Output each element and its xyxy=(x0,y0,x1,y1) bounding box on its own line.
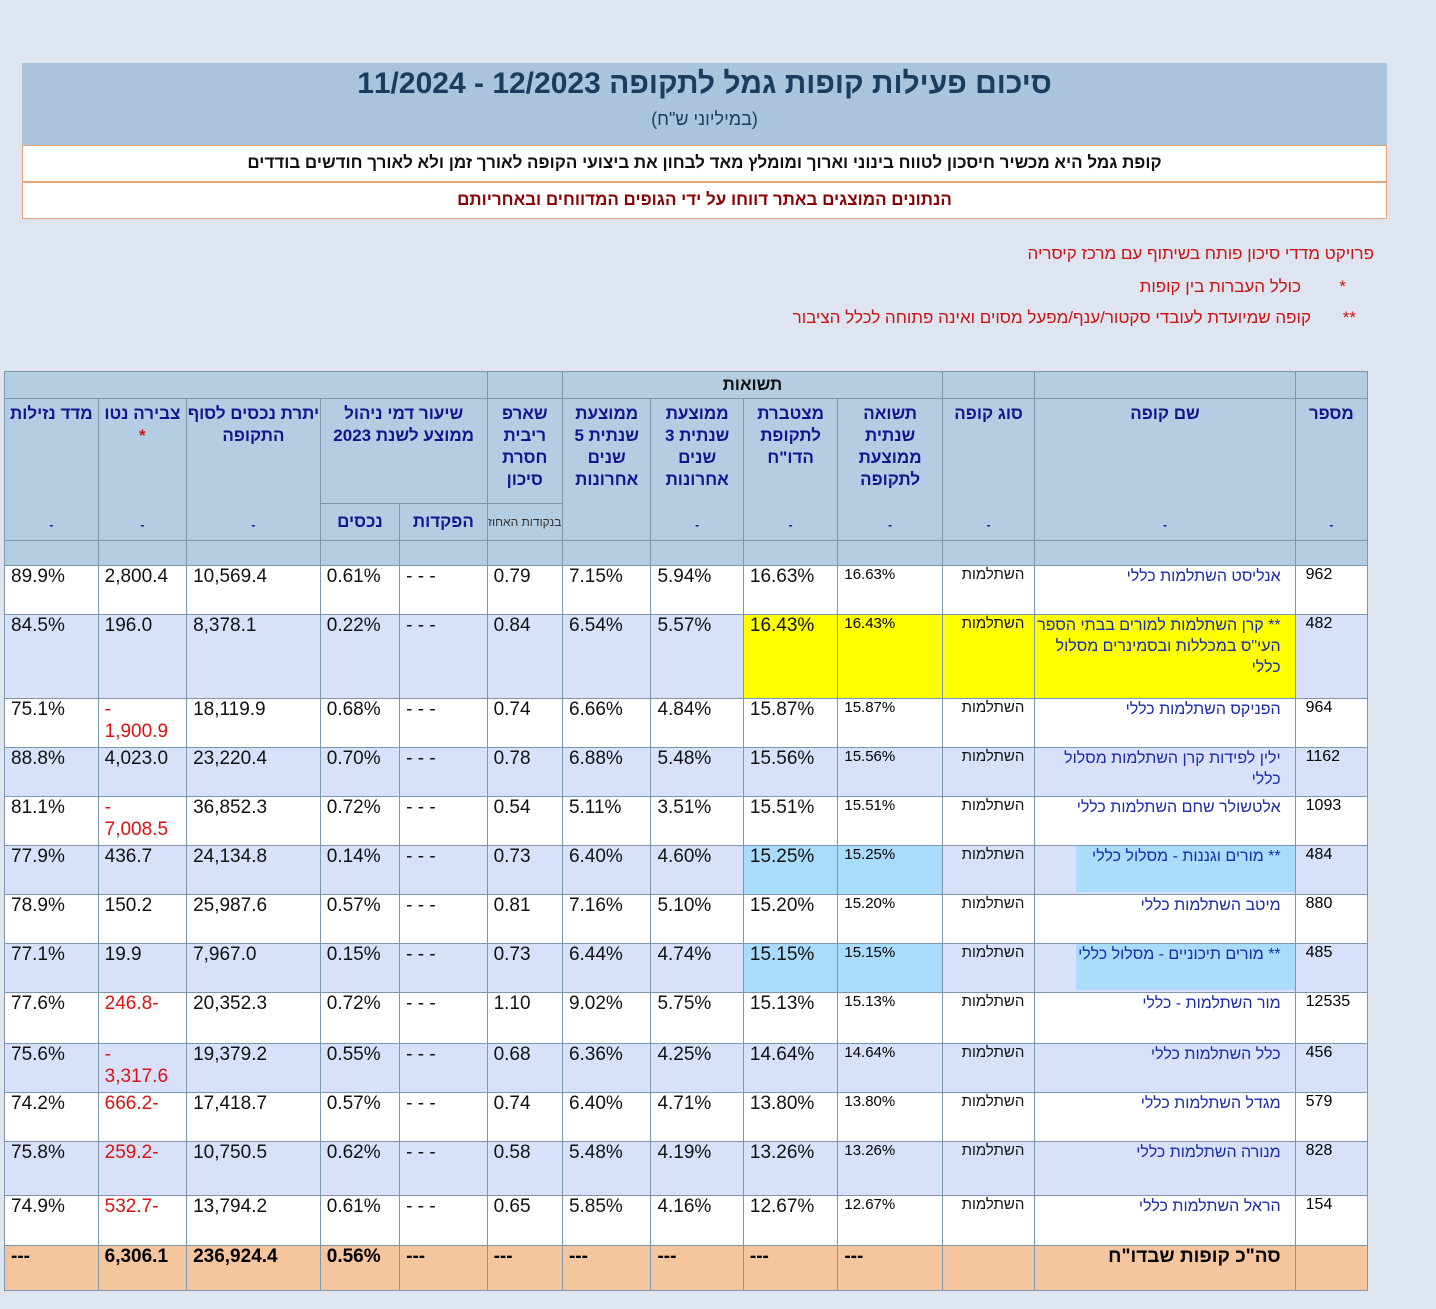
fee-assets: 0.57% xyxy=(320,1093,399,1142)
savings-notice: קופת גמל היא מכשיר חיסכון לטווח בינוני וארוך ומומלץ מאד לבחון את ביצועי הקופה לאורך זמן ולא לאורך חודשים בודדים xyxy=(22,145,1387,182)
fund-name[interactable]: מגדל השתלמות כללי xyxy=(1035,1093,1295,1142)
sharpe-value: 0.65 xyxy=(487,1196,562,1246)
footnote-star1-text: כולל העברות בין קופות xyxy=(1139,277,1301,296)
fee-deposits: - - - xyxy=(400,993,487,1044)
fee-assets: 0.61% xyxy=(320,1196,399,1246)
fund-type: השתלמות xyxy=(942,1093,1034,1142)
table-row xyxy=(5,1044,1368,1093)
avg3-return: 4.19% xyxy=(651,1142,743,1196)
liquidity-value: 89.9% xyxy=(5,566,99,615)
annual-return: 13.26% xyxy=(838,1142,943,1196)
sharpe-value: 0.68 xyxy=(487,1044,562,1093)
fund-type: השתלמות xyxy=(942,993,1034,1044)
fund-name[interactable] xyxy=(1035,846,1295,895)
table-row xyxy=(5,895,1368,944)
fund-id: 964 xyxy=(1295,699,1367,748)
sharpe-value: 0.84 xyxy=(487,615,562,699)
sharpe-value: 0.58 xyxy=(487,1142,562,1196)
fund-id: 828 xyxy=(1295,1142,1367,1196)
assets-value: 10,750.5 xyxy=(187,1142,321,1196)
annual-return: 15.15% xyxy=(838,944,943,993)
annual-return: 15.20% xyxy=(838,895,943,944)
net-flow-value: - 7,008.5 xyxy=(98,797,186,846)
fee-deposits: - - - xyxy=(400,1093,487,1142)
table-row xyxy=(5,699,1368,748)
annual-return: 15.25% xyxy=(838,846,943,895)
col-header-fees-deposits[interactable]: הפקדות xyxy=(400,504,487,541)
fund-name[interactable]: אלטשולר שחם השתלמות כללי xyxy=(1035,797,1295,846)
returns-group-header: תשואות xyxy=(562,372,942,399)
footnote-star2-text: קופה שמיועדת לעובדי סקטור/ענף/מפעל מסוים ואינה פתוחה לכלל הציבור xyxy=(792,308,1311,327)
cumulative-return: 13.26% xyxy=(743,1142,837,1196)
cumulative-return: 14.64% xyxy=(743,1044,837,1093)
col-header-assets[interactable]: יתרת נכסים לסוף התקופה - xyxy=(187,399,321,541)
fund-type: השתלמות xyxy=(942,797,1034,846)
cumulative-return: 15.25% xyxy=(743,846,837,895)
total-fee-assets: 0.56% xyxy=(320,1246,399,1291)
liquidity-value: 88.8% xyxy=(5,748,99,797)
avg3-return: 4.16% xyxy=(651,1196,743,1246)
avg5-return: 6.36% xyxy=(562,1044,650,1093)
fund-name[interactable]: ילין לפידות קרן השתלמות מסלול כללי xyxy=(1035,748,1295,797)
avg3-return: 5.10% xyxy=(651,895,743,944)
fund-type: השתלמות xyxy=(942,895,1034,944)
fund-name[interactable]: כלל השתלמות כללי xyxy=(1035,1044,1295,1093)
fund-id: 880 xyxy=(1295,895,1367,944)
assets-value: 10,569.4 xyxy=(187,566,321,615)
page-subtitle: (במיליוני ש"ח) xyxy=(651,109,758,129)
header-spacer-row xyxy=(5,541,1368,566)
cumulative-return: 15.56% xyxy=(743,748,837,797)
net-flow-value: -666.2 xyxy=(98,1093,186,1142)
fee-assets: 0.61% xyxy=(320,566,399,615)
annual-return: 13.80% xyxy=(838,1093,943,1142)
annual-return: 12.67% xyxy=(838,1196,943,1246)
assets-value: 19,379.2 xyxy=(187,1044,321,1093)
total-type xyxy=(942,1246,1034,1291)
avg3-return: 4.60% xyxy=(651,846,743,895)
fee-deposits: - - - xyxy=(400,846,487,895)
fund-type: השתלמות xyxy=(942,1044,1034,1093)
net-flow-value: 436.7 xyxy=(98,846,186,895)
cumulative-return: 13.80% xyxy=(743,1093,837,1142)
assets-value: 24,134.8 xyxy=(187,846,321,895)
col-header-name[interactable]: שם קופה - xyxy=(1035,399,1295,541)
liquidity-value: 77.6% xyxy=(5,993,99,1044)
col-header-liquidity[interactable]: מדד נזילות - xyxy=(5,399,99,541)
cumulative-return: 12.67% xyxy=(743,1196,837,1246)
net-flow-value: -246.8 xyxy=(98,993,186,1044)
total-liquidity: --- xyxy=(5,1246,99,1291)
net-flow-value: -532.7 xyxy=(98,1196,186,1246)
fund-id: 154 xyxy=(1295,1196,1367,1246)
liquidity-value: 84.5% xyxy=(5,615,99,699)
col-header-sharpe[interactable]: שארפ ריבית חסרת סיכון xyxy=(487,399,562,504)
fee-assets: 0.68% xyxy=(320,699,399,748)
fee-assets: 0.62% xyxy=(320,1142,399,1196)
disclaimer-notice: הנתונים המוצגים באתר דווחו על ידי הגופים המדווחים ובאחריותם xyxy=(22,182,1387,219)
cumulative-return: 15.15% xyxy=(743,944,837,993)
fund-type: השתלמות xyxy=(942,1142,1034,1196)
liquidity-value: 77.1% xyxy=(5,944,99,993)
avg5-return: 9.02% xyxy=(562,993,650,1044)
assets-value: 8,378.1 xyxy=(187,615,321,699)
annual-return: 14.64% xyxy=(838,1044,943,1093)
liquidity-value: 75.1% xyxy=(5,699,99,748)
total-avg3: --- xyxy=(651,1246,743,1291)
liquidity-value: 81.1% xyxy=(5,797,99,846)
fund-name[interactable]: אנליסט השתלמות כללי xyxy=(1035,566,1295,615)
report-header xyxy=(22,63,1387,145)
assets-value: 13,794.2 xyxy=(187,1196,321,1246)
net-flow-value: 196.0 xyxy=(98,615,186,699)
table-row xyxy=(5,846,1368,895)
fee-deposits: - - - xyxy=(400,699,487,748)
fund-id: 485 xyxy=(1295,944,1367,993)
fee-assets: 0.22% xyxy=(320,615,399,699)
table-row xyxy=(5,1196,1368,1246)
fee-deposits: - - - xyxy=(400,1196,487,1246)
fee-deposits: - - - xyxy=(400,615,487,699)
fund-id: 579 xyxy=(1295,1093,1367,1142)
fund-type: השתלמות xyxy=(942,846,1034,895)
assets-value: 36,852.3 xyxy=(187,797,321,846)
liquidity-value: 74.2% xyxy=(5,1093,99,1142)
avg5-return: 5.85% xyxy=(562,1196,650,1246)
fee-assets: 0.70% xyxy=(320,748,399,797)
fee-assets: 0.72% xyxy=(320,993,399,1044)
liquidity-value: 75.6% xyxy=(5,1044,99,1093)
table-row xyxy=(5,993,1368,1044)
table-row xyxy=(5,748,1368,797)
sharpe-value: 0.73 xyxy=(487,944,562,993)
project-note-text: פרויקט מדדי סיכון פותח בשיתוף עם מרכז קיסריה xyxy=(1027,244,1374,263)
net-flow-value: - 1,900.9 xyxy=(98,699,186,748)
annual-return: 16.43% xyxy=(838,615,943,699)
annual-return: 16.63% xyxy=(838,566,943,615)
avg3-return: 5.57% xyxy=(651,615,743,699)
cumulative-return: 16.43% xyxy=(743,615,837,699)
footnote-star1-mark: * xyxy=(1339,277,1346,296)
col-header-cumulative[interactable]: מצטברת לתקופת הדו"ח - xyxy=(743,399,837,541)
total-assets: 236,924.4 xyxy=(187,1246,321,1291)
avg5-return: 5.48% xyxy=(562,1142,650,1196)
fee-deposits: - - - xyxy=(400,1142,487,1196)
sharpe-value: 1.10 xyxy=(487,993,562,1044)
sharpe-value: 0.78 xyxy=(487,748,562,797)
total-cumulative: --- xyxy=(743,1246,837,1291)
net-flow-value: - 3,317.6 xyxy=(98,1044,186,1093)
assets-value: 17,418.7 xyxy=(187,1093,321,1142)
sharpe-value: 0.54 xyxy=(487,797,562,846)
fee-assets: 0.15% xyxy=(320,944,399,993)
cumulative-return: 15.87% xyxy=(743,699,837,748)
liquidity-value: 78.9% xyxy=(5,895,99,944)
fund-type: השתלמות xyxy=(942,944,1034,993)
total-label: סה"כ קופות שבדו"ח xyxy=(1035,1246,1295,1291)
cumulative-return: 16.63% xyxy=(743,566,837,615)
fee-assets: 0.57% xyxy=(320,895,399,944)
net-flow-value: 2,800.4 xyxy=(98,566,186,615)
sharpe-value: 0.74 xyxy=(487,1093,562,1142)
fund-type: השתלמות xyxy=(942,748,1034,797)
fund-name-label[interactable]: ** מורים תיכוניים - מסלול כללי xyxy=(1076,944,1295,990)
table-row xyxy=(5,944,1368,993)
footnote-star1 xyxy=(1140,277,1346,297)
avg3-return: 4.71% xyxy=(651,1093,743,1142)
col-header-fees-assets[interactable]: נכסים xyxy=(320,504,399,541)
avg5-return: 7.16% xyxy=(562,895,650,944)
fee-deposits: - - - xyxy=(400,944,487,993)
fund-name[interactable]: הראל השתלמות כללי xyxy=(1035,1196,1295,1246)
fund-id: 482 xyxy=(1295,615,1367,699)
footnote-star2 xyxy=(793,308,1356,328)
fund-name[interactable]: מור השתלמות - כללי xyxy=(1035,993,1295,1044)
fee-assets: 0.14% xyxy=(320,846,399,895)
total-row xyxy=(5,1246,1368,1291)
fund-id: 1093 xyxy=(1295,797,1367,846)
assets-value: 20,352.3 xyxy=(187,993,321,1044)
fund-name[interactable]: מיטב השתלמות כללי xyxy=(1035,895,1295,944)
liquidity-value: 75.8% xyxy=(5,1142,99,1196)
avg5-return: 6.88% xyxy=(562,748,650,797)
fund-name[interactable] xyxy=(1035,944,1295,993)
fee-deposits: - - - xyxy=(400,566,487,615)
fee-deposits: - - - xyxy=(400,797,487,846)
fund-name[interactable]: הפניקס השתלמות כללי xyxy=(1035,699,1295,748)
page-title: סיכום פעילות קופות גמל לתקופה 12/2023 - 11/2024 xyxy=(357,67,1052,100)
annual-return: 15.51% xyxy=(838,797,943,846)
col-header-annual-avg[interactable]: תשואה שנתית ממוצעת לתקופה - xyxy=(838,399,943,541)
col-header-type[interactable]: סוג קופה - xyxy=(942,399,1034,541)
fund-name[interactable]: ** קרן השתלמות למורים בבתי הספר העי"ס במכללות ובסמינרים מסלול כללי xyxy=(1035,615,1295,699)
fund-id: 962 xyxy=(1295,566,1367,615)
table-row xyxy=(5,1142,1368,1196)
annual-return: 15.56% xyxy=(838,748,943,797)
avg5-return: 6.66% xyxy=(562,699,650,748)
avg3-return: 4.84% xyxy=(651,699,743,748)
total-annual: --- xyxy=(838,1246,943,1291)
fund-type: השתלמות xyxy=(942,615,1034,699)
fund-id: 1162 xyxy=(1295,748,1367,797)
avg3-return: 4.74% xyxy=(651,944,743,993)
net-flow-value: -259.2 xyxy=(98,1142,186,1196)
total-id xyxy=(1295,1246,1367,1291)
total-avg5: --- xyxy=(562,1246,650,1291)
total-net-flow: 6,306.1 xyxy=(98,1246,186,1291)
project-note xyxy=(1028,244,1374,264)
liquidity-value: 77.9% xyxy=(5,846,99,895)
fund-type: השתלמות xyxy=(942,566,1034,615)
fund-name[interactable]: מנורה השתלמות כללי xyxy=(1035,1142,1295,1196)
assets-value: 18,119.9 xyxy=(187,699,321,748)
cumulative-return: 15.51% xyxy=(743,797,837,846)
net-flow-value: 150.2 xyxy=(98,895,186,944)
col-header-avg3[interactable]: ממוצעת שנתית 3 שנים אחרונות - xyxy=(651,399,743,541)
fund-name-label[interactable]: ** מורים וגננות - מסלול כללי xyxy=(1076,846,1295,892)
avg5-return: 6.40% xyxy=(562,1093,650,1142)
assets-value: 25,987.6 xyxy=(187,895,321,944)
cumulative-return: 15.20% xyxy=(743,895,837,944)
table-row xyxy=(5,1093,1368,1142)
fund-type: השתלמות xyxy=(942,1196,1034,1246)
table-row xyxy=(5,566,1368,615)
avg3-return: 5.75% xyxy=(651,993,743,1044)
fee-deposits: - - - xyxy=(400,748,487,797)
funds-table xyxy=(4,371,1368,1291)
liquidity-value: 74.9% xyxy=(5,1196,99,1246)
avg5-return: 6.40% xyxy=(562,846,650,895)
net-flow-value: 4,023.0 xyxy=(98,748,186,797)
assets-value: 7,967.0 xyxy=(187,944,321,993)
col-header-fees[interactable]: שיעור דמי ניהול ממוצע לשנת 2023 xyxy=(320,399,487,504)
fee-deposits: - - - xyxy=(400,1044,487,1093)
sharpe-value: 0.79 xyxy=(487,566,562,615)
sharpe-value: 0.73 xyxy=(487,846,562,895)
net-flow-value: 19.9 xyxy=(98,944,186,993)
fee-assets: 0.55% xyxy=(320,1044,399,1093)
col-header-sharpe-unit: בנקודות האחוז xyxy=(487,504,562,541)
assets-value: 23,220.4 xyxy=(187,748,321,797)
fee-assets: 0.72% xyxy=(320,797,399,846)
avg5-return: 6.54% xyxy=(562,615,650,699)
fund-type: השתלמות xyxy=(942,699,1034,748)
fund-id: 456 xyxy=(1295,1044,1367,1093)
avg5-return: 6.44% xyxy=(562,944,650,993)
avg5-return: 7.15% xyxy=(562,566,650,615)
footnote-star2-mark: ** xyxy=(1342,308,1356,327)
sharpe-value: 0.74 xyxy=(487,699,562,748)
sharpe-value: 0.81 xyxy=(487,895,562,944)
fund-id: 12535 xyxy=(1295,993,1367,1044)
avg3-return: 3.51% xyxy=(651,797,743,846)
col-header-net-flow[interactable]: צבירה נטו * - xyxy=(98,399,186,541)
fee-deposits: - - - xyxy=(400,895,487,944)
col-header-avg5[interactable]: ממוצעת שנתית 5 שנים אחרונות xyxy=(562,399,650,541)
col-header-id[interactable]: מספר - xyxy=(1295,399,1367,541)
table-row xyxy=(5,615,1368,699)
cumulative-return: 15.13% xyxy=(743,993,837,1044)
total-sharpe: --- xyxy=(487,1246,562,1291)
annual-return: 15.13% xyxy=(838,993,943,1044)
annual-return: 15.87% xyxy=(838,699,943,748)
avg5-return: 5.11% xyxy=(562,797,650,846)
avg3-return: 5.48% xyxy=(651,748,743,797)
avg3-return: 5.94% xyxy=(651,566,743,615)
avg3-return: 4.25% xyxy=(651,1044,743,1093)
total-fee-deposits: --- xyxy=(400,1246,487,1291)
fund-id: 484 xyxy=(1295,846,1367,895)
table-row xyxy=(5,797,1368,846)
